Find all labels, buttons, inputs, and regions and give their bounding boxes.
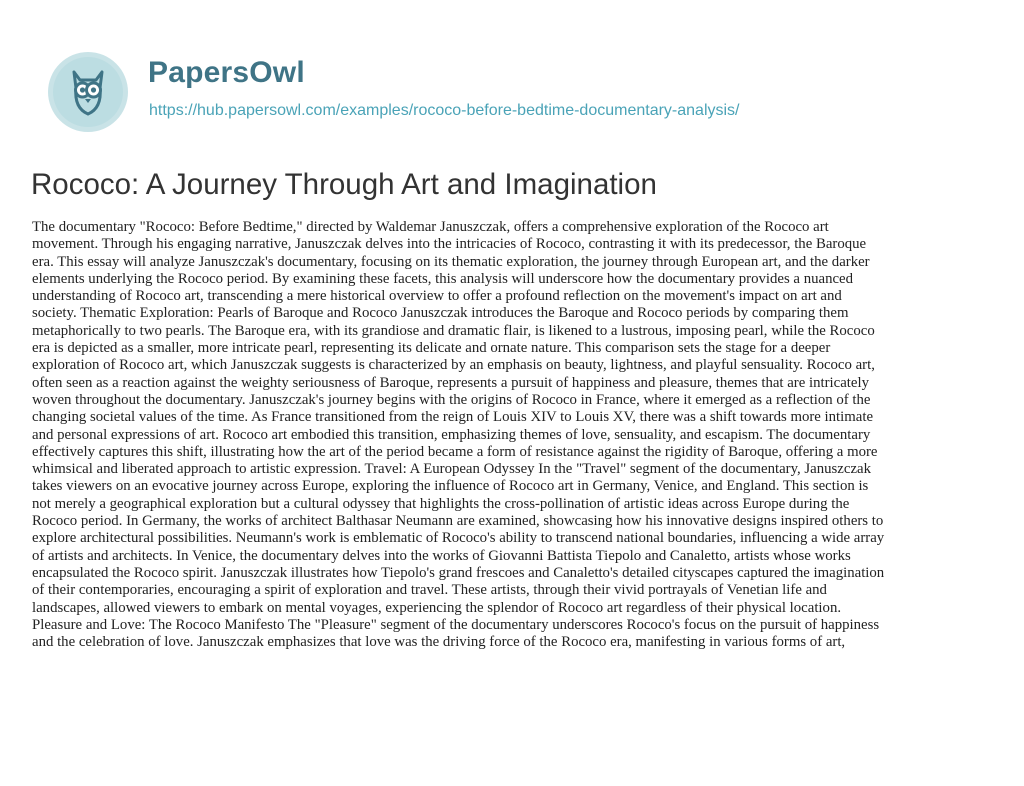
article-text-line: explore architectural possibilities. Neumann's work is emblematic of Rococo's ability to transcend national boundaries, influencing a wide array	[32, 530, 885, 547]
site-header	[44, 38, 984, 138]
article-text-line: often seen as a reaction against the weighty seriousness of Baroque, represents a pursuit of happiness and pleasure, themes that are intricately	[32, 374, 869, 391]
article-text-line: landscapes, allowed viewers to embark on mental voyages, experiencing the splendor of Rococo art regardless of their physical location.	[32, 599, 842, 616]
article-text-line: Rococo period. In Germany, the works of architect Balthasar Neumann are examined, showcasing how his innovative designs inspired others to	[32, 513, 884, 530]
article-title: Rococo: A Journey Through Art and Imagination	[31, 168, 657, 201]
article-text-line: understanding of Rococo art, transcending a mere historical overview to offer a profound reflection on the movement's impact on art and	[32, 288, 842, 305]
article-text-line: elements underlying the Rococo period. By examining these facets, this analysis will underscore how the documentary provides a nuanced	[32, 270, 853, 287]
article-text-line: metaphorically to two pearls. The Baroque era, with its grandiose and dramatic flair, is likened to a lustrous, imposing pearl, while the Rococo	[32, 322, 875, 339]
article-text-line: woven throughout the documentary. Januszczak's journey begins with the origins of Rococo in France, where it emerged as a reflection of the	[32, 391, 871, 408]
article-text-line: era is depicted as a smaller, more intricate pearl, representing its delicate and ornate nature. This comparison sets the stage for a deeper	[32, 340, 831, 357]
owl-logo-icon	[44, 48, 132, 136]
article-text-line: and personal expressions of art. Rococo art embodied this transition, emphasizing themes of love, sensuality, and escapism. The documentary	[32, 426, 871, 443]
article-text-line: effectively captures this shift, illustrating how the art of the period became a form of resistance against the rigidity of Baroque, offering a more	[32, 443, 878, 460]
article-text-line: of their contemporaries, encouraging a spirit of exploration and travel. These artists, through their vivid portrayals of Venetian life and	[32, 582, 827, 599]
article-text-line: movement. Through his engaging narrative, Januszczak delves into the intricacies of Rococo, contrasting it with its predecessor, the Baroque	[32, 236, 867, 253]
article-text-line: takes viewers on an evocative journey across Europe, exploring the influence of Rococo art in Germany, Venice, and England. This section is	[32, 478, 869, 495]
article-text-line: changing societal values of the time. As France transitioned from the reign of Louis XIV to Louis XV, there was a shift towards more intimate	[32, 409, 874, 426]
page-url-link[interactable]: https://hub.papersowl.com/examples/rococo-before-bedtime-documentary-analysis/	[149, 102, 740, 119]
article-text-line: society. Thematic Exploration: Pearls of Baroque and Rococo Januszczak introduces the Baroque and Rococo periods by comparing them	[32, 305, 849, 322]
article-text-line: not merely a geographical exploration but a cultural odyssey that highlights the cross-pollination of artistic ideas across Europe during the	[32, 495, 850, 512]
article-body	[32, 219, 994, 651]
article-text-line: whimsical and liberated approach to artistic expression. Travel: A European Odyssey In the "Travel" segment of the documentary, Januszczak	[32, 461, 871, 478]
article-text-line: exploration of Rococo art, which Januszczak suggests is characterized by an emphasis on beauty, lightness, and playful sensuality. Rococo art,	[32, 357, 875, 374]
article-text-line: of artists and architects. In Venice, the documentary delves into the works of Giovanni Battista Tiepolo and Canaletto, artists whose works	[32, 547, 851, 564]
article-text-line: and the celebration of love. Januszczak emphasizes that love was the driving force of the Rococo era, manifesting in various forms of art,	[32, 634, 846, 651]
article-text-line: encapsulated the Rococo spirit. Januszczak illustrates how Tiepolo's grand frescoes and Canaletto's detailed cityscapes captured the imagination	[32, 564, 885, 581]
article-text-line: era. This essay will analyze Januszczak's documentary, focusing on its thematic exploration, the journey through European art, and the darker	[32, 253, 870, 270]
brand-name: PapersOwl	[148, 56, 305, 89]
article-text-line: The documentary "Rococo: Before Bedtime," directed by Waldemar Januszczak, offers a comprehensive exploration of the Rococo art	[32, 219, 829, 235]
article-text-line: Pleasure and Love: The Rococo Manifesto The "Pleasure" segment of the documentary underscores Rococo's focus on the pursuit of happiness	[32, 616, 880, 633]
